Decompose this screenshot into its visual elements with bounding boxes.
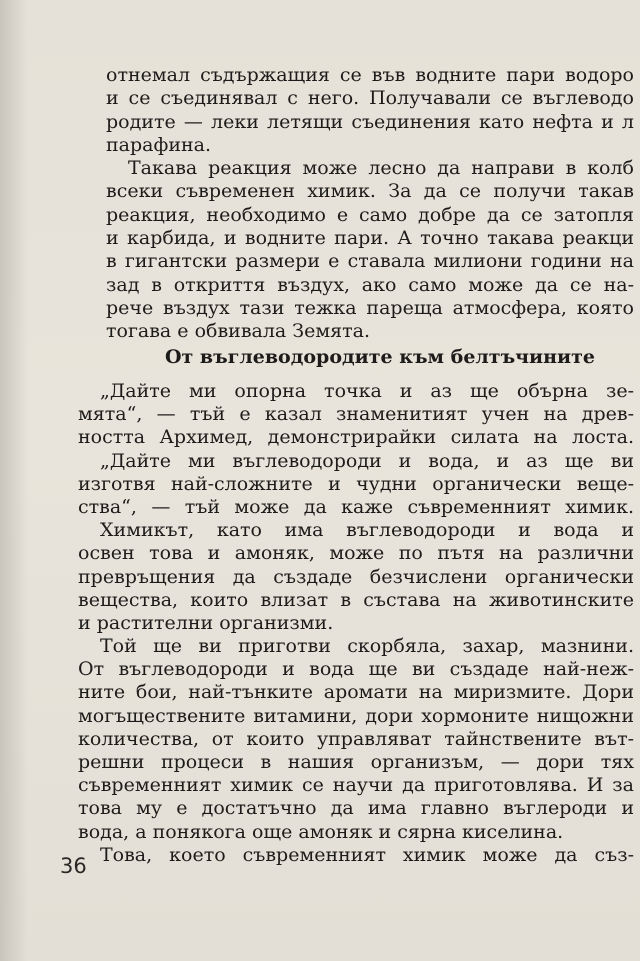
text-line: парафина. bbox=[106, 133, 212, 156]
text-line: Такава реакция може лесно да направи в колб bbox=[128, 157, 634, 180]
text-line: ните бои, най-тънките аромати на миризмите. Дори bbox=[78, 681, 634, 704]
text-line: всеки съвременен химик. За да се получи такав bbox=[106, 180, 634, 203]
text-line: в гигантски размери е ставала милиони години на bbox=[106, 250, 634, 273]
page-gutter-shadow bbox=[0, 0, 28, 961]
text-line: Той ще ви приготви скорбяла, захар, мазнини. bbox=[100, 635, 634, 658]
text-line: количества, от които управляват тайнствените вът- bbox=[78, 727, 634, 750]
text-line: и карбида, и водните пари. А точно такава реакци bbox=[106, 227, 634, 250]
main-text-block bbox=[78, 380, 634, 867]
text-line: отнемал съдържащия се във водните пари водоро bbox=[106, 64, 634, 86]
text-line: вода, а понякога още амоняк и сярна киселина. bbox=[78, 820, 564, 843]
page-number: 36 bbox=[60, 854, 87, 878]
section-heading: От въглеводородите към белтъчините bbox=[164, 346, 596, 368]
text-line: мята“, — тъй е казал знаменитият учен на древ- bbox=[78, 403, 634, 426]
text-line: изготвя най-сложните и чудни органически веще- bbox=[78, 472, 634, 495]
text-line: превръщения да създаде безчислени органически bbox=[78, 565, 634, 588]
text-line: решни процеси в нашия организъм, — дори тях bbox=[78, 751, 634, 773]
text-line: вещества, които влизат в състава на животинските bbox=[78, 588, 634, 611]
text-line: зад в откриття въздух, ако само може да се на- bbox=[106, 273, 634, 296]
text-line: и се съединявал с него. Получавали се въглеводо bbox=[106, 87, 634, 110]
text-line: съвременният химик се научи да приготовлява. И за bbox=[78, 774, 634, 797]
text-line: „Дайте ми опорна точка и аз ще обърна зе- bbox=[100, 380, 634, 402]
text-line: ността Архимед, демонстрирайки силата на лоста. bbox=[78, 426, 634, 449]
text-line: От въглеводороди и вода ще ви създаде най-неж- bbox=[78, 658, 634, 681]
text-line: рече въздух тази тежка пареща атмосфера, която bbox=[106, 296, 634, 319]
text-line: реакция, необходимо е само добре да се затопля bbox=[106, 203, 634, 226]
text-line: ства“, — тъй може да каже съвременният химик. bbox=[78, 495, 634, 518]
text-line: Това, което съвременният химик може да съз- bbox=[100, 843, 634, 866]
text-line: и растителни организми. bbox=[78, 611, 334, 634]
text-line: могъществените витамини, дори хормоните нищожни bbox=[78, 704, 634, 727]
text-line: това му е достатъчно да има главно въглероди и bbox=[78, 797, 634, 820]
text-line: Химикът, като има въглеводороди и вода и bbox=[100, 519, 634, 542]
top-text-block bbox=[106, 64, 634, 344]
text-line: родите — леки летящи съединения като нефта и л bbox=[106, 110, 634, 133]
text-line: освен това и амоняк, може по пътя на различни bbox=[78, 542, 634, 565]
text-line: „Дайте ми въглеводороди и вода, и аз ще ви bbox=[100, 449, 634, 472]
text-line: тогава е обвивала Земята. bbox=[106, 320, 371, 343]
